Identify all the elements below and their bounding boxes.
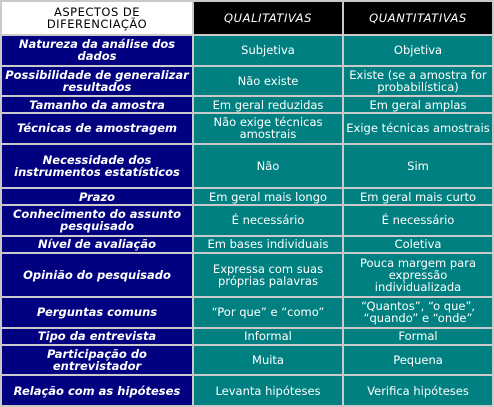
qualitative-cell: Expressa com suas próprias palavras <box>194 254 342 296</box>
table-row <box>2 145 492 187</box>
quantitative-cell: Existe (se a amostra for probabilística) <box>344 67 492 96</box>
quantitative-cell: Exige técnicas amostrais <box>344 114 492 143</box>
aspect-cell: Tamanho da amostra <box>2 97 192 112</box>
aspect-cell: Tipo da entrevista <box>2 329 192 344</box>
header-quantitative-cell: QUANTITATIVAS <box>344 2 492 34</box>
table-row <box>2 237 492 252</box>
qualitative-cell: “Por que” e “como” <box>194 298 342 327</box>
qualitative-cell: Em geral reduzidas <box>194 97 342 112</box>
aspect-cell: Possibilidade de generalizar resultados <box>2 67 192 96</box>
qualitative-cell: Em bases individuais <box>194 237 342 252</box>
qualitative-cell: Não exige técnicas amostrais <box>194 114 342 143</box>
quantitative-cell: Verifica hipóteses <box>344 376 492 405</box>
aspect-cell: Relação com as hipóteses <box>2 376 192 405</box>
table-row <box>2 97 492 112</box>
table-row <box>2 36 492 65</box>
quantitative-cell: “Quantos”, “o que”, “quando” e “onde” <box>344 298 492 327</box>
aspect-cell: Prazo <box>2 189 192 204</box>
qualitative-cell: Levanta hipóteses <box>194 376 342 405</box>
quantitative-cell: Formal <box>344 329 492 344</box>
header-aspect-cell: ASPECTOS DE DIFERENCIAÇÃO <box>2 2 192 34</box>
table-row <box>2 346 492 375</box>
aspect-cell: Nível de avaliação <box>2 237 192 252</box>
quantitative-cell: Pouca margem para expressão individualizada <box>344 254 492 296</box>
aspect-cell: Participação do entrevistador <box>2 346 192 375</box>
quantitative-cell: É necessário <box>344 206 492 235</box>
table-row <box>2 67 492 96</box>
header-qualitative-cell: QUALITATIVAS <box>194 2 342 34</box>
table-row <box>2 376 492 405</box>
qualitative-cell: Não existe <box>194 67 342 96</box>
aspect-cell: Técnicas de amostragem <box>2 114 192 143</box>
qualitative-cell: Em geral mais longo <box>194 189 342 204</box>
table-row <box>2 189 492 204</box>
quantitative-cell: Sim <box>344 145 492 187</box>
quantitative-cell: Objetiva <box>344 36 492 65</box>
quantitative-cell: Pequena <box>344 346 492 375</box>
header-row <box>2 2 492 34</box>
table-row <box>2 206 492 235</box>
qualitative-cell: Muita <box>194 346 342 375</box>
table-row <box>2 329 492 344</box>
aspect-cell: Necessidade dos instrumentos estatísticos <box>2 145 192 187</box>
qualitative-cell: Não <box>194 145 342 187</box>
aspect-cell: Conhecimento do assunto pesquisado <box>2 206 192 235</box>
table-row <box>2 254 492 296</box>
aspect-cell: Perguntas comuns <box>2 298 192 327</box>
aspect-cell: Natureza da análise dos dados <box>2 36 192 65</box>
aspect-cell: Opinião do pesquisado <box>2 254 192 296</box>
table-row <box>2 298 492 327</box>
quantitative-cell: Coletiva <box>344 237 492 252</box>
table-row <box>2 114 492 143</box>
qualitative-cell: É necessário <box>194 206 342 235</box>
quantitative-cell: Em geral mais curto <box>344 189 492 204</box>
qualitative-cell: Subjetiva <box>194 36 342 65</box>
quantitative-cell: Em geral amplas <box>344 97 492 112</box>
qualitative-cell: Informal <box>194 329 342 344</box>
